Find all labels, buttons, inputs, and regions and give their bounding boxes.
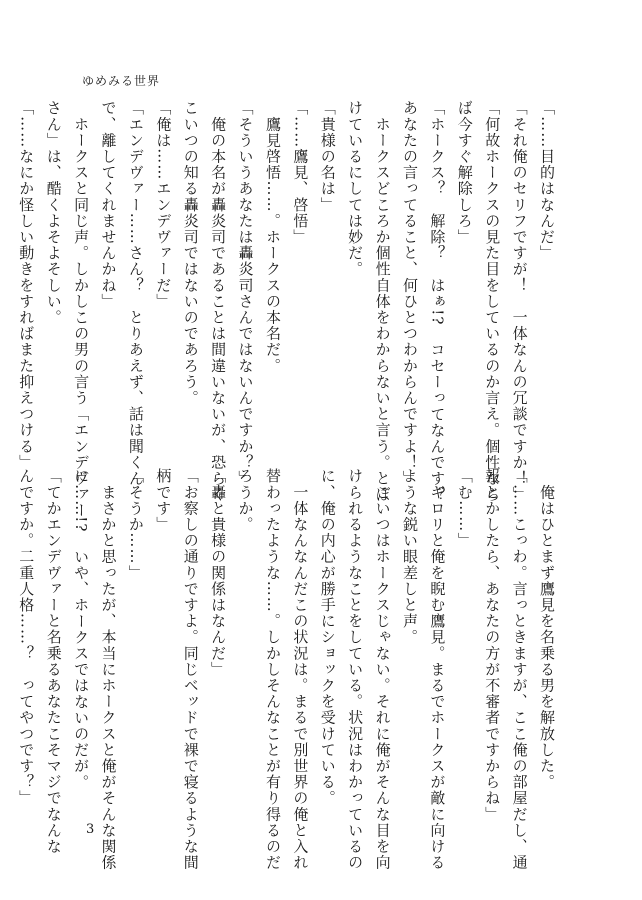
text-line: 報とかしたら、あなたの方が不審者ですからね」 <box>483 468 502 823</box>
text-line: 「そういうあなたは轟炎司さんではないんですか？」 <box>236 100 255 487</box>
running-head: ゆめみる世界 <box>82 74 161 88</box>
text-line: 「てかエンデヴァーと名乗るあなたこそマジでなんな <box>44 468 63 855</box>
text-line: 「そうか……」 <box>126 468 145 581</box>
text-line: ホークスと同じ声。しかしこの男の言う「エンデヴァー <box>72 100 91 519</box>
text-column-bottom <box>17 468 560 871</box>
text-line: に、俺の内心が勝手にショックを受けている。 <box>318 468 337 807</box>
text-line: に……!? いや、ホークスではないのだが。 <box>72 468 91 791</box>
text-line: けられるようなことをしている。状況はわかっているの <box>346 468 365 871</box>
text-line: まさかと思ったが、本当にホークスと俺がそんな関係 <box>99 468 118 871</box>
text-line: 「……なにか怪しい動きをすればまた抑えつける」 <box>17 100 36 471</box>
text-line: 「俺は……エンデヴァーだ」 <box>154 100 173 310</box>
text-line: ば今すぐ解除しろ」 <box>455 100 474 245</box>
page-number: 3 <box>86 822 95 837</box>
text-line: んですか。二重人格……？ ってやつです？」 <box>17 468 36 807</box>
text-line: ろうか。 <box>236 468 255 533</box>
text-line: 「む……」 <box>455 468 474 549</box>
text-line: 俺はひとまず鷹見を名乗る男を解放した。 <box>538 468 556 790</box>
text-line: 「……目的はなんだ」 <box>538 100 556 261</box>
text-line: 一体なんなんだこの状況は。まるで別世界の俺と入れ <box>291 468 310 871</box>
text-line: 「……こっわ。言っときますが、ここ俺の部屋だし、通 <box>510 468 529 871</box>
text-line: 鷹見啓悟……。ホークスの本名だ。 <box>263 100 282 374</box>
text-line: 俺の本名が轟炎司であることは間違いないが、恐らく <box>209 100 228 503</box>
text-line: で、離してくれませんかね」 <box>99 100 118 310</box>
text-line: 「……鷹見、啓悟」 <box>291 100 310 245</box>
text-line: 柄です」 <box>154 468 173 533</box>
text-line: さん」は、酷くよそよそしい。 <box>44 100 63 326</box>
text-line: けているにしては妙だ。 <box>346 100 365 278</box>
text-line: あなたの言ってること、何ひとつわからんですよ！」 <box>400 100 419 487</box>
text-line: こいつはホークスじゃない。それに俺がそんな目を向 <box>373 468 392 871</box>
text-line: 「それ俺のセリフですが！ 一体なんの冗談ですか！」 <box>510 100 529 503</box>
text-line: こいつの知る轟炎司ではないのであろう。 <box>181 100 200 406</box>
text-line: 替わったような……。しかしそんなことが有り得るのだ <box>263 468 282 871</box>
text-line: 「エンデヴァー……さん？ とりあえず、話は聞くん <box>126 100 145 487</box>
text-line: 「轟と貴様の関係はなんだ」 <box>209 468 228 678</box>
text-line: ホークスどころか個性自体をわからないと言う。とぼ <box>373 100 392 503</box>
text-line: ような鋭い眼差しと声。 <box>400 468 419 646</box>
text-line: ギロリと俺を睨む鷹見。まるでホークスが敵に向ける <box>428 468 447 871</box>
text-line: 「お察しの通りですよ。同じベッドで裸で寝るような間 <box>181 468 200 871</box>
text-line: 「何故ホークスの見た目をしているのか言え。個性なら <box>483 100 502 503</box>
text-line: 「ホークス？ 解除？ はぁ!? コセーってなんです？ <box>428 100 447 503</box>
text-line: 「貴様の名は」 <box>318 100 337 213</box>
